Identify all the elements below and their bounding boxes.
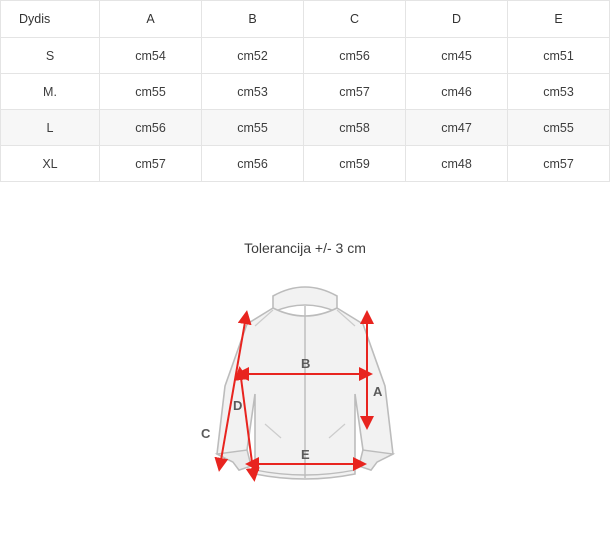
cell-e: cm57	[508, 146, 610, 182]
cell-d: cm45	[406, 38, 508, 74]
table-header-row	[1, 1, 610, 38]
table-header	[1, 1, 610, 38]
cell-c: cm59	[304, 146, 406, 182]
label-d: D	[233, 398, 243, 413]
tolerance-note: Tolerancija +/- 3 cm	[244, 240, 366, 256]
label-c: C	[201, 426, 211, 441]
column-header-e: E	[508, 1, 610, 38]
cell-c: cm57	[304, 74, 406, 110]
cell-e: cm51	[508, 38, 610, 74]
table-row	[1, 146, 610, 182]
table-row	[1, 38, 610, 74]
cell-d: cm48	[406, 146, 508, 182]
column-header-a: A	[100, 1, 202, 38]
column-header-c: C	[304, 1, 406, 38]
cell-d: cm47	[406, 110, 508, 146]
cell-b: cm53	[202, 74, 304, 110]
row-size-label: S	[1, 38, 100, 74]
cell-c: cm58	[304, 110, 406, 146]
cell-b: cm56	[202, 146, 304, 182]
cell-d: cm46	[406, 74, 508, 110]
row-size-label: XL	[1, 146, 100, 182]
cell-e: cm55	[508, 110, 610, 146]
cell-b: cm55	[202, 110, 304, 146]
cell-b: cm52	[202, 38, 304, 74]
column-header-dydis: Dydis	[1, 1, 100, 38]
measurement-diagram	[0, 182, 610, 538]
cell-a: cm55	[100, 74, 202, 110]
cell-a: cm56	[100, 110, 202, 146]
jacket-illustration	[155, 274, 455, 524]
column-header-b: B	[202, 1, 304, 38]
table-row	[1, 110, 610, 146]
label-e: E	[301, 447, 310, 462]
label-b: B	[301, 356, 311, 371]
row-size-label: L	[1, 110, 100, 146]
table-row	[1, 74, 610, 110]
row-size-label: M.	[1, 74, 100, 110]
cell-a: cm54	[100, 38, 202, 74]
size-chart-table	[0, 0, 610, 182]
column-header-d: D	[406, 1, 508, 38]
table-body	[1, 38, 610, 182]
cell-e: cm53	[508, 74, 610, 110]
label-a: A	[373, 384, 383, 399]
cell-a: cm57	[100, 146, 202, 182]
cell-c: cm56	[304, 38, 406, 74]
